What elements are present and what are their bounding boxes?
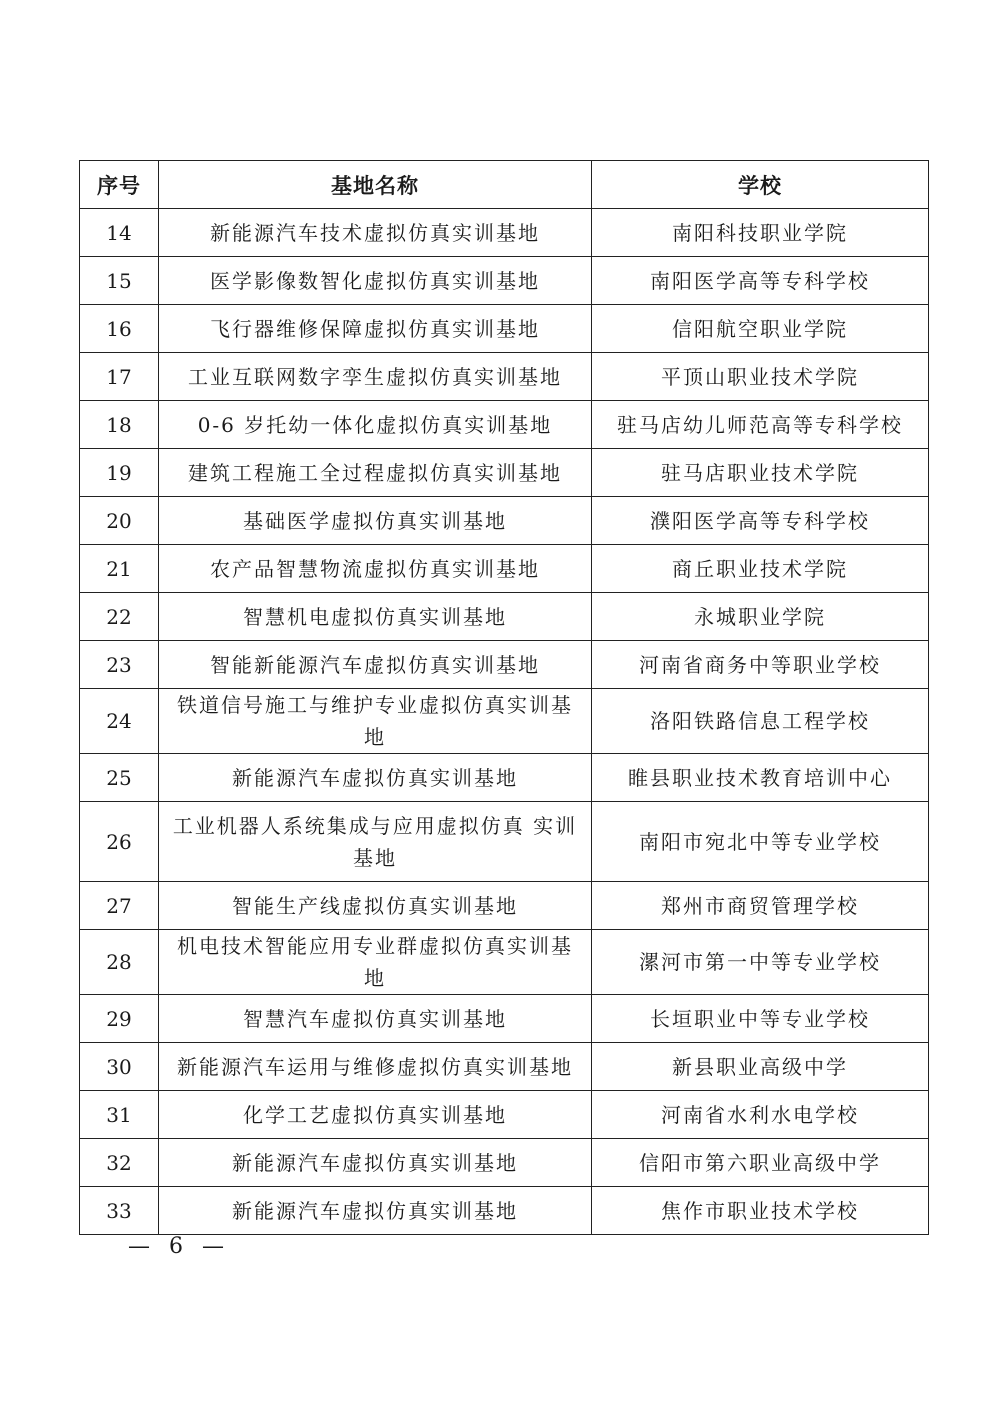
row-index: 24 <box>80 689 159 754</box>
table-row <box>80 209 929 257</box>
row-school: 长垣职业中等专业学校 <box>592 995 929 1043</box>
row-index: 14 <box>80 209 159 257</box>
row-index: 21 <box>80 545 159 593</box>
table-header-row <box>80 161 929 209</box>
row-school: 洛阳铁路信息工程学校 <box>592 689 929 754</box>
base-list-table <box>79 160 929 1235</box>
row-school: 南阳市宛北中等专业学校 <box>592 802 929 882</box>
row-base-name: 铁道信号施工与维护专业虚拟仿真实训基地 <box>159 689 592 754</box>
table-row <box>80 882 929 930</box>
row-base-name: 智能新能源汽车虚拟仿真实训基地 <box>159 641 592 689</box>
table-row <box>80 449 929 497</box>
table-row <box>80 593 929 641</box>
table-row <box>80 641 929 689</box>
row-index: 26 <box>80 802 159 882</box>
row-index: 33 <box>80 1187 159 1235</box>
row-base-name: 建筑工程施工全过程虚拟仿真实训基地 <box>159 449 592 497</box>
row-base-name: 智慧汽车虚拟仿真实训基地 <box>159 995 592 1043</box>
row-base-name: 基础医学虚拟仿真实训基地 <box>159 497 592 545</box>
row-school: 漯河市第一中等专业学校 <box>592 930 929 995</box>
row-base-name: 智慧机电虚拟仿真实训基地 <box>159 593 592 641</box>
row-base-name: 飞行器维修保障虚拟仿真实训基地 <box>159 305 592 353</box>
table-row <box>80 1091 929 1139</box>
row-school: 平顶山职业技术学院 <box>592 353 929 401</box>
row-index: 25 <box>80 754 159 802</box>
row-index: 23 <box>80 641 159 689</box>
row-base-name: 新能源汽车虚拟仿真实训基地 <box>159 754 592 802</box>
row-base-name: 医学影像数智化虚拟仿真实训基地 <box>159 257 592 305</box>
table-row <box>80 305 929 353</box>
row-base-name: 0-6 岁托幼一体化虚拟仿真实训基地 <box>159 401 592 449</box>
row-index: 32 <box>80 1139 159 1187</box>
row-base-name: 机电技术智能应用专业群虚拟仿真实训基地 <box>159 930 592 995</box>
table-row <box>80 401 929 449</box>
row-index: 27 <box>80 882 159 930</box>
row-school: 焦作市职业技术学校 <box>592 1187 929 1235</box>
header-base-name: 基地名称 <box>159 161 592 209</box>
table-row <box>80 545 929 593</box>
row-school: 驻马店幼儿师范高等专科学校 <box>592 401 929 449</box>
row-school: 商丘职业技术学院 <box>592 545 929 593</box>
row-index: 30 <box>80 1043 159 1091</box>
row-school: 永城职业学院 <box>592 593 929 641</box>
header-index: 序号 <box>80 161 159 209</box>
row-school: 信阳航空职业学院 <box>592 305 929 353</box>
row-school: 河南省商务中等职业学校 <box>592 641 929 689</box>
table-row <box>80 754 929 802</box>
row-index: 28 <box>80 930 159 995</box>
row-base-name: 农产品智慧物流虚拟仿真实训基地 <box>159 545 592 593</box>
row-base-name: 新能源汽车运用与维修虚拟仿真实训基地 <box>159 1043 592 1091</box>
row-base-name: 工业机器人系统集成与应用虚拟仿真 实训基地 <box>159 802 592 882</box>
table-row <box>80 497 929 545</box>
table-row <box>80 257 929 305</box>
row-school: 南阳医学高等专科学校 <box>592 257 929 305</box>
row-school: 驻马店职业技术学院 <box>592 449 929 497</box>
row-index: 16 <box>80 305 159 353</box>
header-school: 学校 <box>592 161 929 209</box>
row-school: 濮阳医学高等专科学校 <box>592 497 929 545</box>
table-row <box>80 353 929 401</box>
row-base-name: 智能生产线虚拟仿真实训基地 <box>159 882 592 930</box>
table-row <box>80 995 929 1043</box>
row-index: 18 <box>80 401 159 449</box>
row-base-name: 新能源汽车虚拟仿真实训基地 <box>159 1187 592 1235</box>
row-index: 29 <box>80 995 159 1043</box>
table-row <box>80 1187 929 1235</box>
row-school: 郑州市商贸管理学校 <box>592 882 929 930</box>
row-school: 河南省水利水电学校 <box>592 1091 929 1139</box>
table-row <box>80 1043 929 1091</box>
row-school: 新县职业高级中学 <box>592 1043 929 1091</box>
page-number: — 6 — <box>128 1234 230 1259</box>
row-index: 20 <box>80 497 159 545</box>
table-row <box>80 930 929 995</box>
row-index: 31 <box>80 1091 159 1139</box>
row-base-name: 新能源汽车虚拟仿真实训基地 <box>159 1139 592 1187</box>
table-row <box>80 689 929 754</box>
row-base-name: 工业互联网数字孪生虚拟仿真实训基地 <box>159 353 592 401</box>
row-index: 22 <box>80 593 159 641</box>
row-base-name: 化学工艺虚拟仿真实训基地 <box>159 1091 592 1139</box>
row-index: 19 <box>80 449 159 497</box>
table-row <box>80 802 929 882</box>
row-base-name: 新能源汽车技术虚拟仿真实训基地 <box>159 209 592 257</box>
row-school: 信阳市第六职业高级中学 <box>592 1139 929 1187</box>
table-row <box>80 1139 929 1187</box>
row-index: 17 <box>80 353 159 401</box>
row-school: 南阳科技职业学院 <box>592 209 929 257</box>
row-school: 睢县职业技术教育培训中心 <box>592 754 929 802</box>
row-index: 15 <box>80 257 159 305</box>
